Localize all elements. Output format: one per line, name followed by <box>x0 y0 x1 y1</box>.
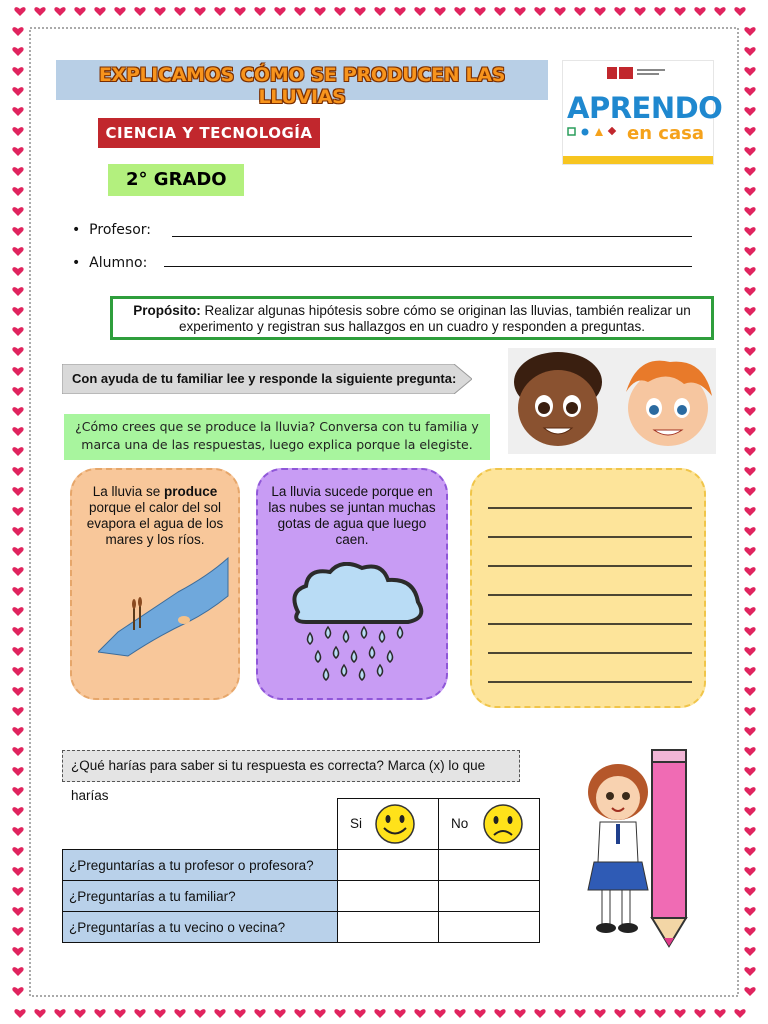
heart-icon <box>14 1009 25 1018</box>
heart-icon <box>654 1009 665 1018</box>
purpose-text: Realizar algunas hipótesis sobre cómo se originan las lluvias, también realizar un experimento y registran sus hallazgos en un cuadro y responden a preguntas. <box>178 303 691 334</box>
heart-icon <box>634 1009 645 1018</box>
heart-icon <box>12 427 23 436</box>
heart-icon <box>744 687 755 696</box>
rain-drop-icon <box>324 669 329 680</box>
heart-icon <box>744 167 755 176</box>
answer-lines[interactable] <box>486 500 696 690</box>
heart-icon <box>12 127 23 136</box>
heart-icon <box>614 7 625 16</box>
heart-icon <box>12 947 23 956</box>
heart-icon <box>694 7 705 16</box>
heart-icon <box>474 1009 485 1018</box>
student-field <box>72 255 147 271</box>
purpose-label: Propósito: <box>133 303 201 318</box>
heart-icon <box>744 287 755 296</box>
heart-icon <box>454 7 465 16</box>
heart-icon <box>12 187 23 196</box>
heart-icon <box>744 947 755 956</box>
heart-icon <box>194 1009 205 1018</box>
heart-icon <box>214 7 225 16</box>
heart-icon <box>414 1009 425 1018</box>
heart-icon <box>744 607 755 616</box>
heart-icon <box>12 667 23 676</box>
heart-icon <box>274 1009 285 1018</box>
bullet-icon: • <box>72 222 90 238</box>
heart-icon <box>12 747 23 756</box>
heart-icon <box>12 627 23 636</box>
heart-icon <box>334 1009 345 1018</box>
heart-icon <box>744 567 755 576</box>
heart-icon <box>744 347 755 356</box>
heart-icon <box>654 7 665 16</box>
heart-icon <box>254 1009 265 1018</box>
heart-icon <box>154 1009 165 1018</box>
heart-icon <box>744 627 755 636</box>
heart-icon <box>314 7 325 16</box>
table-row <box>63 881 540 912</box>
subject-label: CIENCIA Y TECNOLOGÍA <box>98 118 320 148</box>
heart-icon <box>354 1009 365 1018</box>
rain-drop-icon <box>334 647 339 658</box>
heart-icon <box>744 847 755 856</box>
heart-icon <box>214 1009 225 1018</box>
heart-icon <box>744 227 755 236</box>
heart-icon <box>744 147 755 156</box>
heart-icon <box>12 87 23 96</box>
heart-icon <box>12 527 23 536</box>
rain-drop-icon <box>352 651 357 662</box>
student-label: Alumno: <box>89 255 148 271</box>
option-a-bold: produce <box>164 484 218 499</box>
aprendo-en-casa-logo <box>562 60 723 165</box>
rain-drop-icon <box>378 665 383 676</box>
teacher-field <box>72 222 151 238</box>
heart-icon <box>744 867 755 876</box>
heart-icon <box>534 7 545 16</box>
heart-icon <box>12 467 23 476</box>
heart-icon <box>614 1009 625 1018</box>
bullet-icon: • <box>72 255 90 271</box>
heart-icon <box>334 7 345 16</box>
logo-aprendo-text: APRENDO <box>567 91 723 125</box>
heart-icon <box>534 1009 545 1018</box>
heart-icon <box>744 447 755 456</box>
heart-icon <box>12 207 23 216</box>
heart-icon <box>744 967 755 976</box>
heart-icon <box>494 1009 505 1018</box>
heart-icon <box>12 547 23 556</box>
rain-cloud-illustration <box>288 562 428 690</box>
heart-icon <box>734 1009 745 1018</box>
heart-icon <box>12 607 23 616</box>
heart-icon <box>574 7 585 16</box>
heart-icon <box>12 647 23 656</box>
rain-drop-icon <box>360 669 365 680</box>
logo-en-casa-text: en casa <box>627 123 704 144</box>
heart-icon <box>12 787 23 796</box>
heart-icon <box>12 887 23 896</box>
check-question: ¿Qué harías para saber si tu respuesta es correcta? Marca (x) lo que harías <box>62 750 520 782</box>
heart-icon <box>374 7 385 16</box>
heart-icon <box>12 987 23 996</box>
heart-icon <box>744 527 755 536</box>
rain-drop-icon <box>388 651 393 662</box>
heart-icon <box>744 547 755 556</box>
heart-icon <box>12 807 23 816</box>
rain-drop-icon <box>398 627 403 638</box>
main-question: ¿Cómo crees que se produce la lluvia? Conversa con tu familia y marca una de las respuestas, luego explica porque la elegiste. <box>64 414 490 460</box>
heart-icon <box>12 67 23 76</box>
heart-icon <box>744 27 755 36</box>
heart-icon <box>674 1009 685 1018</box>
cell-no[interactable] <box>439 881 540 912</box>
heart-icon <box>12 107 23 116</box>
option-b-text: La lluvia sucede porque en las nubes se juntan muchas gotas de agua que luego caen. <box>268 484 436 547</box>
heart-icon <box>744 387 755 396</box>
heart-icon <box>94 1009 105 1018</box>
heart-icon <box>134 7 145 16</box>
check-table <box>62 798 540 943</box>
row-question: ¿Preguntarías a tu familiar? <box>63 881 338 912</box>
heart-icon <box>94 7 105 16</box>
option-card-evaporation[interactable] <box>70 468 240 700</box>
heart-icon <box>12 727 23 736</box>
title-banner <box>56 60 548 108</box>
option-a-text <box>72 484 238 548</box>
kids-faces-illustration <box>508 348 716 454</box>
heart-icon <box>394 7 405 16</box>
heart-icon <box>714 1009 725 1018</box>
heart-icon <box>744 987 755 996</box>
peru-seal-icon <box>607 67 667 81</box>
purpose-box <box>110 296 714 340</box>
heart-icon <box>12 227 23 236</box>
table-row <box>63 912 540 943</box>
heart-icon <box>734 7 745 16</box>
heart-icon <box>494 7 505 16</box>
heart-icon <box>12 307 23 316</box>
heart-icon <box>12 967 23 976</box>
cell-yes[interactable] <box>338 881 439 912</box>
cell-yes[interactable] <box>338 912 439 943</box>
heart-icon <box>12 387 23 396</box>
logo-shapes-icon <box>567 127 625 137</box>
heart-icon <box>674 7 685 16</box>
smiley-sad-icon <box>482 803 524 845</box>
heart-icon <box>294 7 305 16</box>
heart-icon <box>12 847 23 856</box>
heart-icon <box>12 47 23 56</box>
heart-icon <box>12 587 23 596</box>
heart-icon <box>294 1009 305 1018</box>
grade-label: 2° GRADO <box>108 164 244 196</box>
teacher-label: Profesor: <box>89 222 152 238</box>
row-question: ¿Preguntarías a tu vecino o vecina? <box>63 912 338 943</box>
student-line[interactable] <box>164 266 692 267</box>
heart-icon <box>12 407 23 416</box>
heart-icon <box>234 7 245 16</box>
rain-drop-icon <box>308 633 313 644</box>
heart-icon <box>134 1009 145 1018</box>
heart-icon <box>744 927 755 936</box>
heart-icon <box>744 427 755 436</box>
instruction-text: Con ayuda de tu familiar lee y responde la siguiente pregunta: <box>72 371 457 386</box>
heart-icon <box>12 347 23 356</box>
heart-icon <box>744 267 755 276</box>
heart-icon <box>394 1009 405 1018</box>
heart-icon <box>12 927 23 936</box>
girl-pencil-illustration <box>572 742 720 950</box>
heart-icon <box>12 287 23 296</box>
heart-icon <box>54 7 65 16</box>
rain-drop-icon <box>326 627 331 638</box>
heart-icon <box>744 207 755 216</box>
heart-icon <box>634 7 645 16</box>
heart-icon <box>554 1009 565 1018</box>
heart-icon <box>744 707 755 716</box>
heart-icon <box>744 467 755 476</box>
table-corner <box>63 799 338 850</box>
heart-icon <box>12 367 23 376</box>
heart-icon <box>12 27 23 36</box>
col-no-header <box>439 799 540 850</box>
heart-icon <box>174 1009 185 1018</box>
heart-icon <box>114 7 125 16</box>
heart-icon <box>194 7 205 16</box>
heart-icon <box>744 247 755 256</box>
heart-icon <box>744 307 755 316</box>
heart-icon <box>74 1009 85 1018</box>
rain-drop-icon <box>362 627 367 638</box>
smiley-happy-icon <box>374 803 416 845</box>
heart-icon <box>714 7 725 16</box>
heart-icon <box>154 7 165 16</box>
heart-icon <box>374 1009 385 1018</box>
heart-icon <box>744 87 755 96</box>
heart-icon <box>12 167 23 176</box>
heart-icon <box>744 47 755 56</box>
logo-strip <box>563 156 713 164</box>
heart-icon <box>434 7 445 16</box>
heart-icon <box>34 1009 45 1018</box>
cell-yes[interactable] <box>338 850 439 881</box>
heart-icon <box>744 407 755 416</box>
heart-icon <box>12 247 23 256</box>
option-a-pre: La lluvia se <box>92 484 161 499</box>
heart-icon <box>12 687 23 696</box>
heart-icon <box>744 827 755 836</box>
heart-icon <box>744 787 755 796</box>
rain-drop-icon <box>342 665 347 676</box>
heart-icon <box>12 447 23 456</box>
rain-drop-icon <box>344 631 349 642</box>
heart-icon <box>12 487 23 496</box>
heart-icon <box>744 887 755 896</box>
heart-icon <box>744 67 755 76</box>
heart-icon <box>12 147 23 156</box>
heart-icon <box>454 1009 465 1018</box>
rain-drop-icon <box>316 651 321 662</box>
heart-icon <box>234 1009 245 1018</box>
col-yes-label: Si <box>350 815 363 831</box>
heart-icon <box>574 1009 585 1018</box>
heart-icon <box>114 1009 125 1018</box>
heart-icon <box>744 907 755 916</box>
heart-icon <box>744 747 755 756</box>
heart-icon <box>12 507 23 516</box>
heart-icon <box>744 127 755 136</box>
rain-drop-icon <box>370 647 375 658</box>
col-yes-header <box>338 799 439 850</box>
heart-icon <box>12 707 23 716</box>
heart-icon <box>174 7 185 16</box>
heart-icon <box>12 567 23 576</box>
teacher-line[interactable] <box>172 236 692 237</box>
heart-icon <box>254 7 265 16</box>
page-title: EXPLICAMOS CÓMO SE PRODUCEN LAS LLUVIAS <box>98 64 506 108</box>
heart-icon <box>744 767 755 776</box>
option-card-cloud[interactable] <box>256 468 448 700</box>
heart-icon <box>744 367 755 376</box>
river-illustration <box>98 552 230 664</box>
heart-icon <box>744 647 755 656</box>
heart-icon <box>744 187 755 196</box>
heart-icon <box>594 1009 605 1018</box>
col-no-label: No <box>451 815 469 831</box>
table-row <box>63 850 540 881</box>
heart-icon <box>744 587 755 596</box>
heart-icon <box>12 907 23 916</box>
heart-icon <box>12 327 23 336</box>
heart-icon <box>474 7 485 16</box>
heart-icon <box>74 7 85 16</box>
answer-lines-card[interactable] <box>470 468 706 708</box>
table-header-row <box>63 799 540 850</box>
heart-icon <box>54 1009 65 1018</box>
heart-icon <box>594 7 605 16</box>
heart-icon <box>34 7 45 16</box>
heart-icon <box>744 507 755 516</box>
heart-icon <box>12 767 23 776</box>
heart-icon <box>414 7 425 16</box>
heart-icon <box>12 867 23 876</box>
heart-icon <box>554 7 565 16</box>
heart-icon <box>694 1009 705 1018</box>
heart-icon <box>744 807 755 816</box>
heart-icon <box>744 487 755 496</box>
heart-icon <box>744 327 755 336</box>
heart-icon <box>14 7 25 16</box>
row-question: ¿Preguntarías a tu profesor o profesora? <box>63 850 338 881</box>
heart-icon <box>12 827 23 836</box>
cell-no[interactable] <box>439 850 540 881</box>
heart-icon <box>12 267 23 276</box>
heart-icon <box>744 727 755 736</box>
heart-icon <box>744 107 755 116</box>
heart-icon <box>514 7 525 16</box>
rain-drop-icon <box>380 631 385 642</box>
heart-icon <box>744 667 755 676</box>
heart-icon <box>354 7 365 16</box>
heart-icon <box>514 1009 525 1018</box>
option-a-post: porque el calor del sol evapora el agua de los mares y los ríos. <box>86 500 224 547</box>
heart-icon <box>274 7 285 16</box>
heart-icon <box>314 1009 325 1018</box>
cell-no[interactable] <box>439 912 540 943</box>
heart-icon <box>434 1009 445 1018</box>
